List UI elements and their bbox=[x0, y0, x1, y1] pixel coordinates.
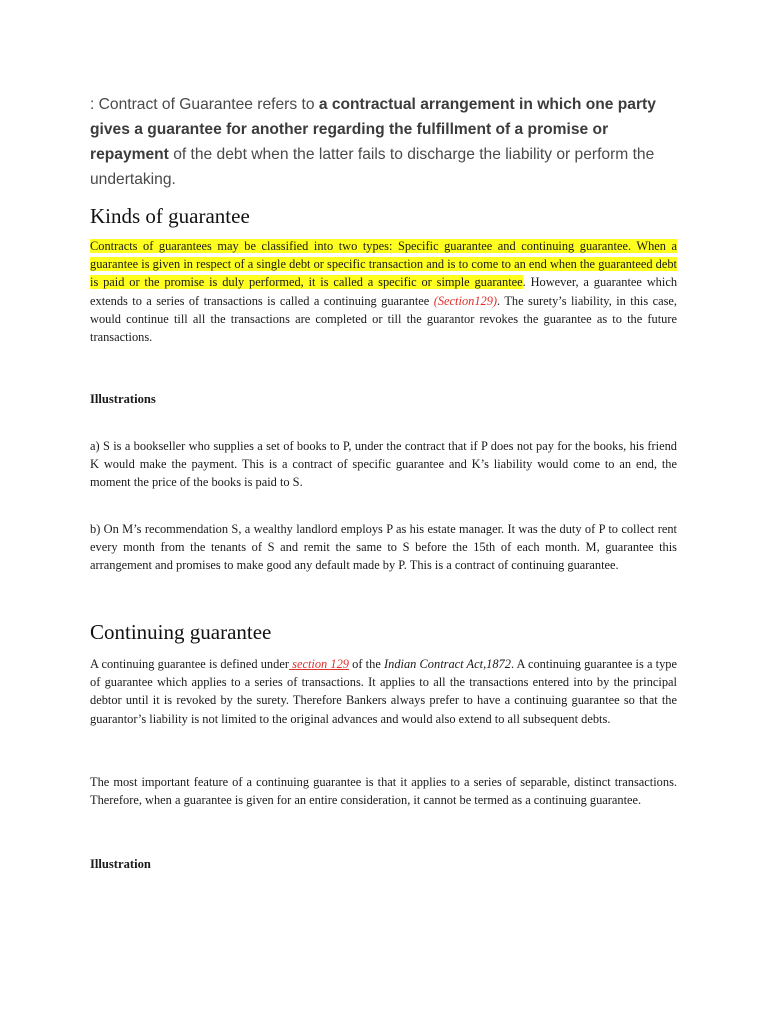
intro-bold-definition: a contractual arrangement in which one party gives a guarantee for another regarding the fulfillment of a promise or repayment bbox=[90, 96, 656, 163]
illustrations-heading: Illustrations bbox=[90, 392, 156, 406]
section-129-link[interactable]: section 129 bbox=[288, 657, 349, 671]
illustration-heading: Illustration bbox=[90, 857, 151, 871]
kinds-text-2: . The surety’s liability, in this case, would continue till all the transactions are completed or till the guarantor revokes the guarantee as to the future transactions. bbox=[90, 293, 677, 345]
kinds-heading: Kinds of guarantee bbox=[90, 204, 250, 228]
continuing-paragraph-2: The most important feature of a continuing guarantee is that it applies to a series of separable, distinct transactions. Therefore, when a guarantee is given for an entire consideration, it cannot be termed as a continuing guarantee. bbox=[90, 775, 677, 808]
highlighted-text-2: . When a guarantee is given in respect of a single debt or specific transaction and is to come to an end when the guaranteed debt is paid or the promise is duly performed, it is called a specific or simple guarantee bbox=[90, 239, 678, 290]
continuing-text-2: of the bbox=[349, 657, 385, 671]
continuing-text-1: A continuing guarantee is defined under bbox=[90, 657, 289, 671]
highlighted-text-1: Contracts of guarantees may be classified into two types: Specific guarantee and continuing guarantee bbox=[90, 239, 628, 253]
act-name: Indian Contract Act,1872 bbox=[384, 657, 511, 671]
kinds-text-1: . However, a guarantee which extends to a series of transactions is called a continuing guarantee bbox=[90, 275, 678, 308]
intro-paragraph bbox=[90, 92, 690, 192]
continuing-text-3: . A continuing guarantee is a type of guarantee which applies to a series of transactions. It applies to all the transactions entered into by the principal debtor until it is revoked by the surety. Therefore Bankers always prefer to have a continuing guarantee so that the guarantor’s liability is not limited to the original advances and would also extend to all subsequent debts. bbox=[90, 657, 677, 726]
section-reference: (Section129) bbox=[433, 293, 498, 308]
continuing-paragraph-1 bbox=[90, 655, 677, 728]
illustration-a: a) S is a bookseller who supplies a set of books to P, under the contract that if P does not pay for the books, his friend K would make the payment. This is a contract of specific guarantee and K’s liability would come to an end, the moment the price of the books is paid to S. bbox=[90, 439, 677, 490]
illustration-b: b) On M’s recommendation S, a wealthy landlord employs P as his estate manager. It was the duty of P to collect rent every month from the tenants of S and remit the same to S before the 15th of each month. M, guarantee this arrangement and promises to make good any default made by P. This is a contract of continuing guarantee. bbox=[90, 522, 677, 573]
kinds-paragraph bbox=[90, 237, 677, 346]
intro-prefix: : Contract of Guarantee refers to bbox=[90, 96, 319, 113]
intro-suffix: of the debt when the latter fails to discharge the liability or perform the undertaking. bbox=[90, 146, 655, 188]
continuing-heading: Continuing guarantee bbox=[90, 620, 272, 644]
